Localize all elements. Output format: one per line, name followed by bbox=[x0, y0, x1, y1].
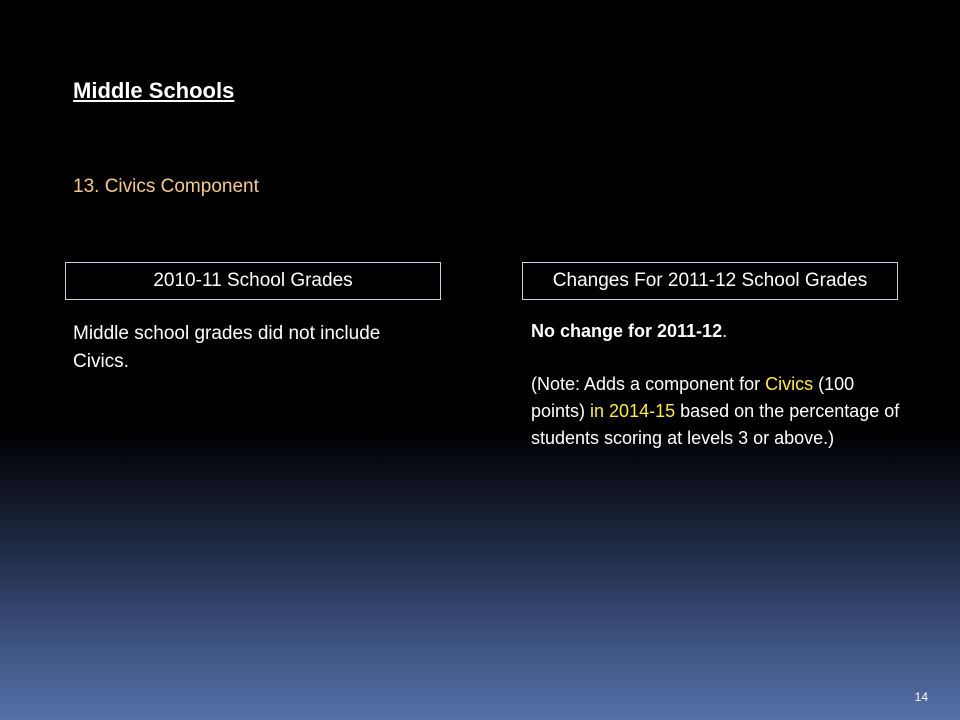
section-subtitle: 13. Civics Component bbox=[73, 176, 259, 197]
no-change-line bbox=[531, 318, 901, 345]
page-number: 14 bbox=[914, 690, 928, 704]
note-year-highlight: in 2014-15 bbox=[590, 401, 676, 421]
no-change-bold: No change for 2011-12 bbox=[531, 321, 723, 341]
note-paragraph bbox=[531, 371, 901, 452]
note-text-3: based on the percentage of students scoring at levels 3 or above.) bbox=[531, 401, 900, 448]
right-column-header: Changes For 2011-12 School Grades bbox=[522, 262, 898, 300]
note-civics-highlight: Civics bbox=[765, 374, 814, 394]
left-column-header: 2010-11 School Grades bbox=[65, 262, 441, 300]
left-column-body: Middle school grades did not include Civics. bbox=[73, 323, 381, 372]
no-change-period: . bbox=[722, 321, 728, 341]
note-text-1: (Note: Adds a component for bbox=[531, 374, 766, 394]
note-text-2: (100 points) bbox=[531, 374, 855, 421]
slide-title: Middle Schools bbox=[73, 78, 235, 103]
right-column-body bbox=[531, 318, 901, 452]
